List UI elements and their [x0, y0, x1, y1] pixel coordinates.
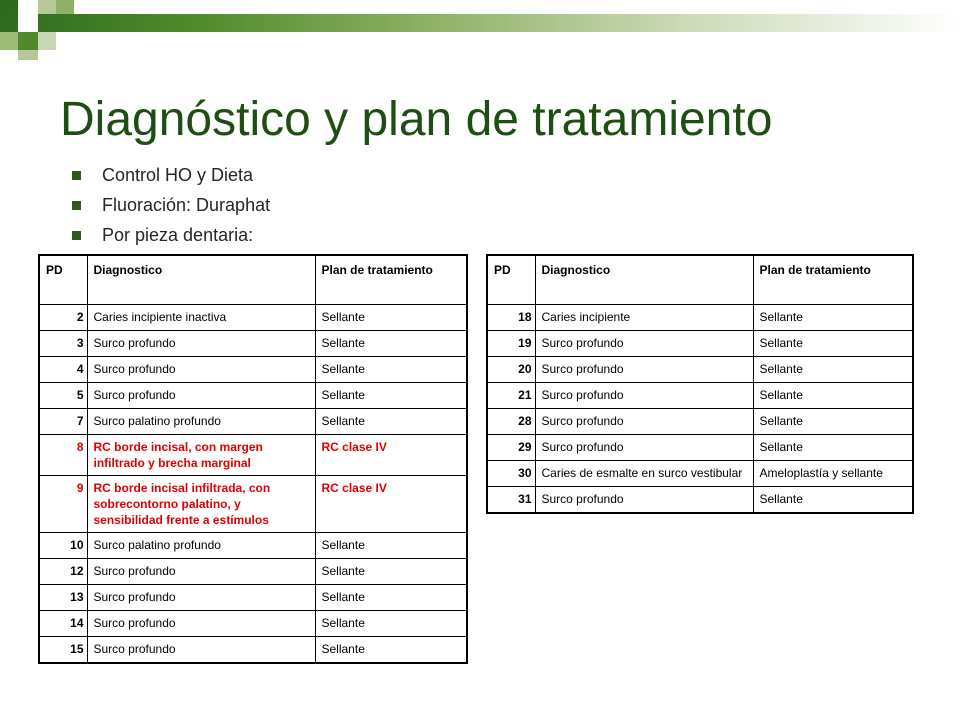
- table-row: [39, 585, 467, 611]
- cell-diagnostico: Surco profundo: [87, 383, 315, 409]
- left-treatment-table: [38, 254, 468, 664]
- cell-pd: 29: [487, 435, 535, 461]
- cell-diagnostico: Surco profundo: [535, 383, 753, 409]
- bullet-item: [72, 194, 270, 224]
- cell-pd: 5: [39, 383, 87, 409]
- table-row: [39, 637, 467, 664]
- cell-diagnostico: Surco profundo: [87, 331, 315, 357]
- table-header-row: [487, 255, 913, 305]
- table-row: [39, 533, 467, 559]
- header-gradient-bar: [0, 14, 960, 32]
- cell-pd: 3: [39, 331, 87, 357]
- cell-pd: 19: [487, 331, 535, 357]
- cell-diagnostico: Surco profundo: [535, 409, 753, 435]
- square-bullet-icon: [72, 171, 81, 180]
- cell-plan: Sellante: [315, 585, 467, 611]
- cell-plan: Sellante: [315, 383, 467, 409]
- cell-plan: Sellante: [315, 305, 467, 331]
- table-row: [39, 331, 467, 357]
- bullet-text: Fluoración: Duraphat: [102, 195, 271, 215]
- cell-diagnostico: RC borde incisal infiltrada, con sobrecontorno palatino, y sensibilidad frente a estímulos: [87, 476, 315, 533]
- table-row: [39, 476, 467, 533]
- cell-plan: Sellante: [753, 487, 913, 514]
- cell-plan: Sellante: [753, 435, 913, 461]
- cell-diagnostico: Surco palatino profundo: [87, 533, 315, 559]
- cell-pd: 20: [487, 357, 535, 383]
- bullet-list: [72, 164, 270, 254]
- right-treatment-table: [486, 254, 914, 514]
- cell-pd: 21: [487, 383, 535, 409]
- cell-plan: RC clase IV: [315, 476, 467, 533]
- cell-diagnostico: Surco profundo: [87, 559, 315, 585]
- cell-pd: 31: [487, 487, 535, 514]
- table-row: [487, 331, 913, 357]
- cell-pd: 4: [39, 357, 87, 383]
- cell-diagnostico: Caries incipiente: [535, 305, 753, 331]
- cell-diagnostico: Surco profundo: [535, 435, 753, 461]
- cell-plan: Sellante: [753, 331, 913, 357]
- table-row: [39, 357, 467, 383]
- header-diagnostico: Diagnostico: [535, 255, 753, 305]
- right-table-body: [487, 305, 913, 514]
- cell-diagnostico: Surco profundo: [535, 357, 753, 383]
- bullet-text: Por pieza dentaria:: [102, 225, 254, 245]
- cell-diagnostico: Surco profundo: [87, 637, 315, 664]
- cell-plan: RC clase IV: [315, 435, 467, 476]
- header-diagnostico: Diagnostico: [87, 255, 315, 305]
- cell-diagnostico: RC borde incisal, con margen infiltrado y brecha marginal: [87, 435, 315, 476]
- cell-plan: Sellante: [315, 357, 467, 383]
- cell-pd: 18: [487, 305, 535, 331]
- table-row: [39, 559, 467, 585]
- cell-pd: 8: [39, 435, 87, 476]
- cell-plan: Ameloplastía y sellante: [753, 461, 913, 487]
- cell-plan: Sellante: [315, 559, 467, 585]
- table-row: [39, 611, 467, 637]
- cell-pd: 7: [39, 409, 87, 435]
- header-pd: PD: [39, 255, 87, 305]
- left-table-body: [39, 305, 467, 664]
- cell-pd: 15: [39, 637, 87, 664]
- cell-plan: Sellante: [753, 305, 913, 331]
- cell-plan: Sellante: [753, 409, 913, 435]
- square-bullet-icon: [72, 201, 81, 210]
- cell-plan: Sellante: [753, 383, 913, 409]
- table-row: [487, 435, 913, 461]
- table-row: [39, 383, 467, 409]
- table-header-row: [39, 255, 467, 305]
- header-pd: PD: [487, 255, 535, 305]
- cell-diagnostico: Caries incipiente inactiva: [87, 305, 315, 331]
- decor-square: [18, 50, 38, 60]
- cell-diagnostico: Surco profundo: [535, 487, 753, 514]
- table-row: [39, 305, 467, 331]
- header-plan: Plan de tratamiento: [315, 255, 467, 305]
- cell-pd: 30: [487, 461, 535, 487]
- cell-diagnostico: Surco palatino profundo: [87, 409, 315, 435]
- table-row: [487, 409, 913, 435]
- table-row: [487, 305, 913, 331]
- cell-diagnostico: Caries de esmalte en surco vestibular: [535, 461, 753, 487]
- bullet-item: [72, 164, 270, 194]
- cell-pd: 9: [39, 476, 87, 533]
- cell-diagnostico: Surco profundo: [87, 611, 315, 637]
- cell-plan: Sellante: [315, 533, 467, 559]
- decor-square: [38, 32, 56, 50]
- cell-diagnostico: Surco profundo: [87, 585, 315, 611]
- cell-diagnostico: Surco profundo: [535, 331, 753, 357]
- decor-square: [0, 0, 18, 14]
- cell-plan: Sellante: [315, 637, 467, 664]
- cell-plan: Sellante: [315, 409, 467, 435]
- decor-square: [18, 14, 38, 32]
- bullet-item: [72, 224, 270, 254]
- cell-pd: 12: [39, 559, 87, 585]
- table-row: [487, 357, 913, 383]
- page-title: Diagnóstico y plan de tratamiento: [60, 93, 773, 146]
- cell-plan: Sellante: [315, 611, 467, 637]
- cell-plan: Sellante: [315, 331, 467, 357]
- cell-diagnostico: Surco profundo: [87, 357, 315, 383]
- cell-pd: 28: [487, 409, 535, 435]
- table-row: [487, 487, 913, 514]
- cell-pd: 13: [39, 585, 87, 611]
- table-row: [39, 435, 467, 476]
- bullet-text: Control HO y Dieta: [102, 165, 254, 185]
- cell-pd: 2: [39, 305, 87, 331]
- decor-square: [18, 32, 38, 50]
- decor-square: [38, 0, 56, 14]
- cell-plan: Sellante: [753, 357, 913, 383]
- table-row: [487, 461, 913, 487]
- square-bullet-icon: [72, 231, 81, 240]
- decor-square: [56, 0, 74, 14]
- cell-pd: 14: [39, 611, 87, 637]
- header-plan: Plan de tratamiento: [753, 255, 913, 305]
- table-row: [487, 383, 913, 409]
- cell-pd: 10: [39, 533, 87, 559]
- table-row: [39, 409, 467, 435]
- decor-square: [0, 32, 18, 50]
